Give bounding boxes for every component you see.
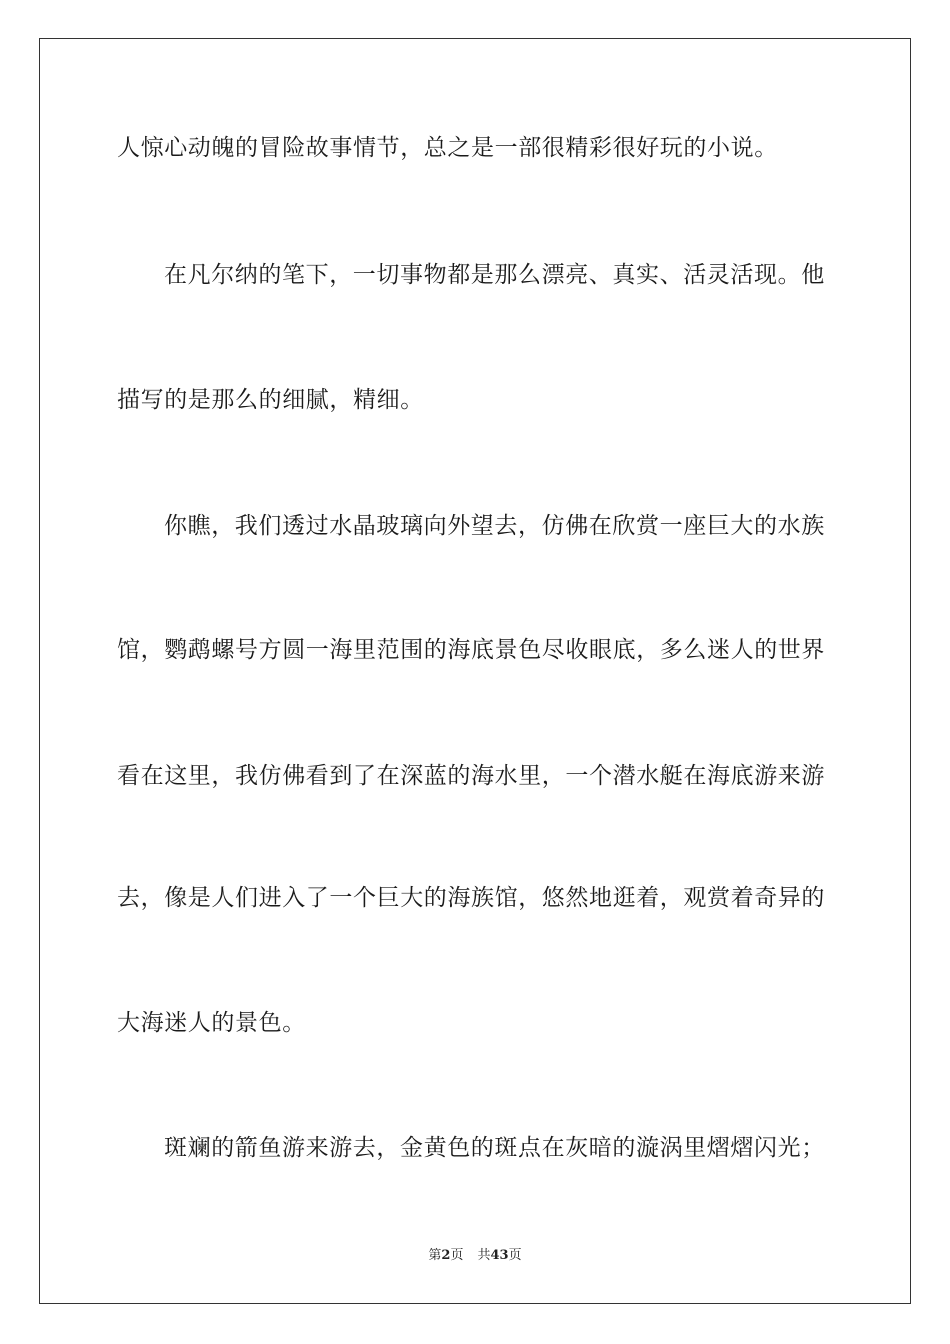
paragraph-line: 你瞧，我们透过水晶玻璃向外望去，仿佛在欣赏一座巨大的水族 <box>164 513 825 539</box>
paragraph-line: 人惊心动魄的冒险故事情节，总之是一部很精彩很好玩的小说。 <box>117 135 778 161</box>
paragraph-line: 描写的是那么的细腻，精细。 <box>117 387 424 413</box>
paragraph-line: 看在这里，我仿佛看到了在深蓝的海水里，一个潜水艇在海底游来游 <box>117 763 825 789</box>
total-suffix: 页 <box>508 1248 522 1263</box>
page-number: 2 <box>441 1248 451 1263</box>
page-suffix: 页 <box>450 1248 464 1263</box>
paragraph-line: 大海迷人的景色。 <box>117 1010 306 1036</box>
page-footer <box>0 1247 950 1265</box>
page-prefix: 第 <box>428 1248 442 1263</box>
paragraph-line: 在凡尔纳的笔下，一切事物都是那么漂亮、真实、活灵活现。他 <box>164 262 825 288</box>
total-pages: 43 <box>490 1248 509 1263</box>
total-prefix: 共 <box>477 1248 491 1263</box>
page-frame <box>39 38 911 1304</box>
paragraph-line: 去，像是人们进入了一个巨大的海族馆，悠然地逛着，观赏着奇异的 <box>117 885 825 911</box>
paragraph-line: 斑斓的箭鱼游来游去，金黄色的斑点在灰暗的漩涡里熠熠闪光； <box>164 1135 825 1161</box>
paragraph-line: 馆，鹦鹉螺号方圆一海里范围的海底景色尽收眼底，多么迷人的世界 <box>117 637 825 663</box>
